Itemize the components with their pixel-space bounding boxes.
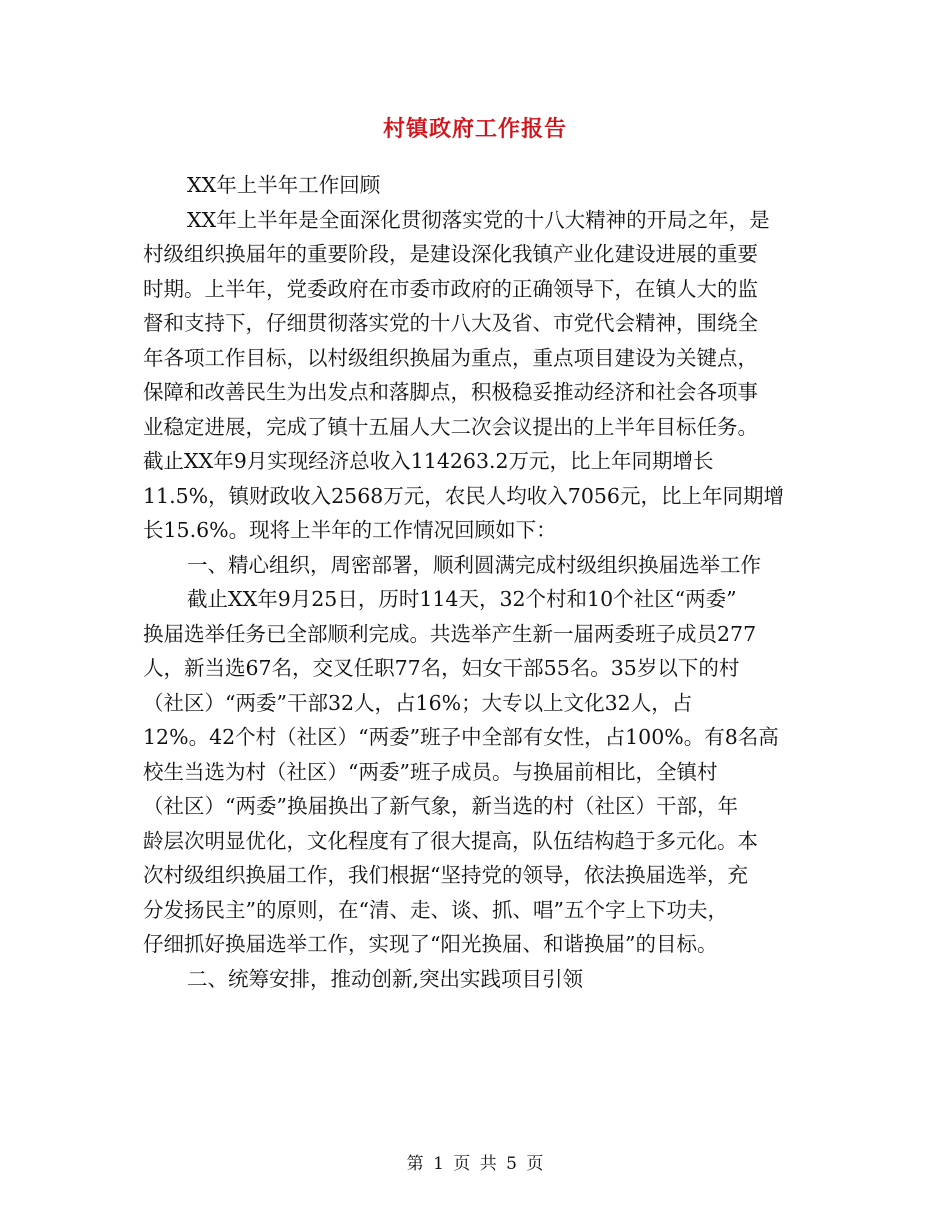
paragraph-line: 仔细抓好换届选举工作，实现了“阳光换届、和谐换届”的目标。 <box>143 932 718 956</box>
paragraph-line: 龄层次明显优化，文化程度有了很大提高，队伍结构趋于多元化。本 <box>143 828 758 853</box>
document-body <box>143 168 811 996</box>
section-heading-one: 一、精心组织，周密部署，顺利圆满完成村级组织换届选举工作 <box>187 552 761 577</box>
paragraph-line: 村级组织换届年的重要阶段，是建设深化我镇产业化建设进展的重要 <box>143 242 758 266</box>
paragraph-line: 保障和改善民生为出发点和落脚点，积极稳妥推动经济和社会各项事 <box>143 380 758 404</box>
paragraph-line: （社区）“两委”干部32人，占16%；大专以上文化32人，占 <box>143 690 693 715</box>
document-title: 村镇政府工作报告 <box>382 116 567 142</box>
paragraph-line: 换届选举任务已全部顺利完成。共选举产生新一届两委班子成员277 <box>143 621 757 646</box>
paragraph-line: 长15.6%。现将上半年的工作情况回顾如下： <box>143 518 557 542</box>
paragraph-line: XX年上半年是全面深化贯彻落实党的十八大精神的开局之年，是 <box>187 207 770 232</box>
paragraph-line: 时期。上半年，党委政府在市委市政府的正确领导下，在镇人大的监 <box>143 276 758 301</box>
paragraph-line: 督和支持下，仔细贯彻落实党的十八大及省、市党代会精神，围绕全 <box>143 311 758 335</box>
paragraph-line: 分发扬民主”的原则，在“清、走、谈、抓、唱”五个字上下功夫， <box>143 897 728 922</box>
section-heading-review: XX年上半年工作回顾 <box>187 173 381 197</box>
paragraph-line: 截止XX年9月25日，历时114天，32个村和10个社区“两委” <box>187 587 737 611</box>
paragraph-line: 人，新当选67名，交叉任职77名，妇女干部55名。35岁以下的村 <box>143 656 740 680</box>
paragraph-line: 11.5%，镇财政收入2568万元，农民人均收入7056元，比上年同期增 <box>143 483 784 508</box>
paragraph-line: 截止XX年9月实现经济总收入114263.2万元，比上年同期增长 <box>143 449 714 473</box>
paragraph-line: 年各项工作目标，以村级组织换届为重点，重点项目建设为关键点， <box>143 345 758 370</box>
section-heading-two: 二、统筹安排，推动创新,突出实践项目引领 <box>187 966 584 991</box>
paragraph-line: 12%。42个村（社区）“两委”班子中全部有女性，占100%。有8名高 <box>143 725 779 749</box>
page-number-footer: 第 1 页 共 5 页 <box>406 1154 544 1174</box>
paragraph-line: （社区）“两委”换届换出了新气象，新当选的村（社区）干部，年 <box>143 794 738 818</box>
paragraph-line: 业稳定进展，完成了镇十五届人大二次会议提出的上半年目标任务。 <box>143 414 758 439</box>
paragraph-line: 校生当选为村（社区）“两委”班子成员。与换届前相比，全镇村 <box>143 759 718 784</box>
paragraph-line: 次村级组织换届工作，我们根据“坚持党的领导，依法换届选举，充 <box>143 863 748 887</box>
